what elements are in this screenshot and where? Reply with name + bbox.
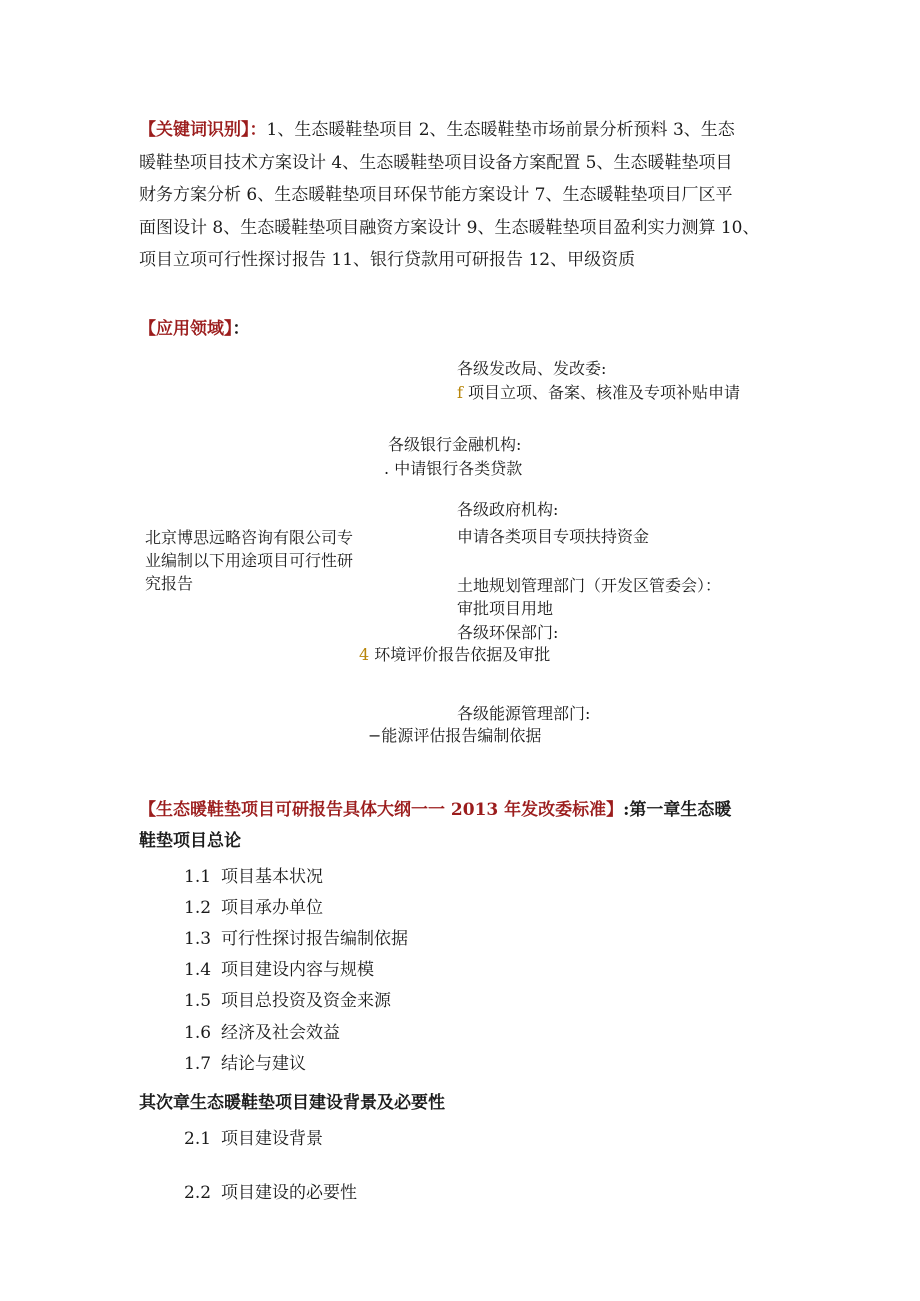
app-item-2-desc [384,456,522,479]
keywords-line-5: 项目立项可行性探讨报告 11、银行贷款用可研报告 12、甲级资质 [139,250,636,270]
toc-item: 2.1 项目建设背景 [184,1129,323,1149]
chapter-2-title: 其次章生态暖鞋垫项目建设背景及必要性 [139,1093,445,1113]
app-item-desc-text: 能源评估报告编制依据 [381,726,542,745]
keywords-paragraph [139,114,799,277]
app-item-2-title: 各级银行金融机构: [388,435,522,454]
app-item-6-desc [368,723,541,746]
keywords-label: 【关键词识别】 [139,120,250,140]
toc-item: 1.4 项目建设内容与规模 [184,960,374,980]
outline-heading-label: 【生态暖鞋垫项目可研报告具体大纲一一 2013 年发改委标准】 [139,800,624,820]
application-label: 【应用领域】 [139,319,233,339]
app-item-4-title: 土地规划管理部门（开发区管委会）： [457,576,722,595]
app-item-desc-text: 项目立项、备案、核准及专项补贴申请 [468,383,741,402]
app-item-1-desc [457,380,740,403]
bullet-marker: f [457,383,463,402]
organization-text: 北京博思远略咨询有限公司专业编制以下用途项目可行性研究报告 [145,528,354,593]
keywords-line-4: 面图设计 8、生态暖鞋垫项目融资方案设计 9、生态暖鞋垫项目盈利实力测算 10、 [139,217,760,238]
bullet-marker: − [368,726,382,745]
application-heading [139,314,250,339]
toc-item: 1.5 项目总投资及资金来源 [184,991,391,1011]
app-item-1-title: 各级发改局、发改委: [457,359,607,378]
application-separator: ： [232,319,250,339]
app-item-desc-text: 环境评价报告依据及审批 [374,645,551,664]
toc-item: 1.1 项目基本状况 [184,867,323,887]
bullet-marker: 4 [359,645,370,664]
toc-item: 1.2 项目承办单位 [184,898,323,918]
bullet-marker: . [384,459,390,478]
keywords-line-2: 暖鞋垫项目技术方案设计 4、生态暖鞋垫项目设备方案配置 5、生态暖鞋垫项目 [139,152,733,173]
app-item-4-desc: 审批项目用地 [457,599,554,618]
app-item-3-title: 各级政府机构: [457,500,559,519]
toc-item: 1.6 经济及社会效益 [184,1023,340,1043]
toc-item: 2.2 项目建设的必要性 [184,1183,357,1203]
app-item-5-desc [359,642,550,665]
toc-item: 1.7 结论与建议 [184,1054,306,1074]
keywords-separator: ： [249,120,267,140]
app-item-5-title: 各级环保部门: [457,623,559,642]
chapter-1-title: 鞋垫项目总论 [139,831,241,851]
keywords-line-3: 财务方案分析 6、生态暖鞋垫项目环保节能方案设计 7、生态暖鞋垫项目厂区平 [139,185,733,205]
app-item-6-title: 各级能源管理部门: [457,704,591,723]
app-item-desc-text: 中请银行各类贷款 [394,459,523,478]
keywords-line-1 [139,114,799,147]
app-item-3-desc: 申请各类项目专项扶持资金 [457,527,650,546]
keywords-text: 1、生态暖鞋垫项目 2、生态暖鞋垫市场前景分析预料 3、生态 [266,120,735,140]
outline-heading [139,795,731,820]
outline-heading-rest: :第一章生态暖 [623,800,732,820]
toc-item: 1.3 可行性探讨报告编制依据 [184,929,408,949]
